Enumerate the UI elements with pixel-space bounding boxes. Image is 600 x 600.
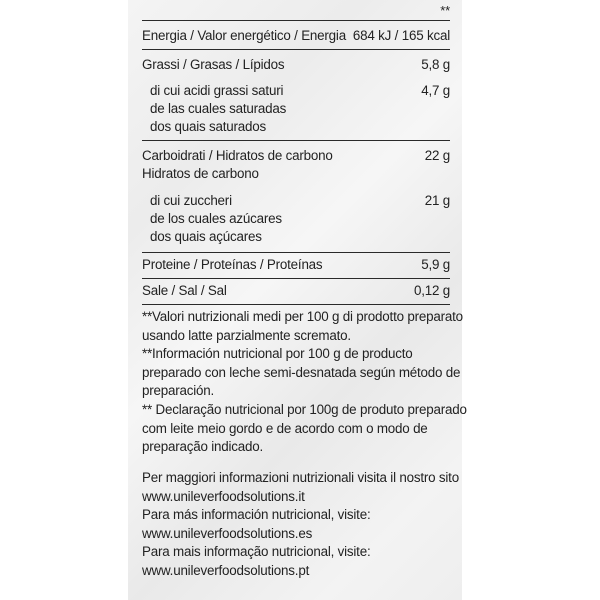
- carbohydrate-label: [142, 147, 450, 183]
- sugars-label: [142, 192, 450, 246]
- salt-label: Sale / Sal / Sal: [142, 283, 227, 298]
- row-salt: [142, 282, 450, 300]
- asterisks-marker: **: [440, 3, 450, 18]
- website-link-pt: www.unileverfoodsolutions.pt: [142, 562, 310, 578]
- protein-value: 5,9 g: [421, 257, 450, 272]
- row-sugars: [142, 192, 450, 246]
- divider: [142, 140, 450, 141]
- more-info-links: [142, 469, 459, 581]
- footnote-line: preparado con leche semi-desnatada según método de: [142, 364, 461, 380]
- more-info-text-it: Per maggiori informazioni nutrizionali visita il nostro sito: [142, 470, 459, 485]
- fat-value: 5,8 g: [421, 57, 450, 72]
- saturates-label-pt: dos quais saturados: [150, 119, 267, 134]
- footnote-line: com leite meio gordo e de acordo com o modo de: [142, 420, 428, 436]
- energy-value: 684 kJ / 165 kcal: [352, 28, 450, 43]
- carbohydrate-label-line-1: Carboidrati / Hidratos de carbono: [142, 148, 333, 163]
- more-info-text-pt: Para mais informação nutricional, visite:: [142, 544, 371, 560]
- row-fat: [142, 56, 450, 74]
- row-protein: [142, 256, 450, 274]
- footnote-line: ** Declaração nutricional por 100g de produto preparado: [142, 401, 467, 417]
- footnote-line: preparación.: [142, 383, 215, 399]
- sugars-label-es: de los cuales azúcares: [150, 211, 282, 226]
- divider: [142, 20, 450, 21]
- energy-label: Energia / Valor energético / Energia: [142, 28, 346, 43]
- carbohydrate-label-line-2: Hidratos de carbono: [142, 166, 259, 181]
- footnote-line: preparação indicado.: [142, 439, 264, 455]
- website-link-it: www.unileverfoodsolutions.it: [142, 488, 305, 504]
- nutrition-label-panel: [128, 0, 467, 600]
- saturates-label-es: de las cuales saturadas: [150, 101, 287, 116]
- divider: [142, 49, 450, 50]
- divider: [142, 252, 450, 253]
- fat-label: Grassi / Grasas / Lípidos: [142, 57, 285, 72]
- footnote-line: **Información nutricional por 100 g de producto: [142, 346, 413, 362]
- more-info-text-es: Para más información nutricional, visite:: [142, 507, 371, 523]
- sugars-value: 21 g: [424, 193, 450, 208]
- carbohydrate-value: 22 g: [424, 148, 450, 163]
- salt-value: 0,12 g: [413, 283, 450, 298]
- divider: [142, 304, 450, 305]
- divider: [142, 278, 450, 279]
- row-carbohydrate: [142, 147, 450, 183]
- saturates-label: [142, 82, 450, 136]
- footnotes: [142, 308, 467, 457]
- footnote-line: **Valori nutrizionali medi per 100 g di prodotto preparato: [142, 309, 463, 324]
- saturates-label-it: di cui acidi grassi saturi: [150, 83, 284, 98]
- footnote-line: usando latte parzialmente scremato.: [142, 327, 351, 343]
- row-energy: [142, 27, 450, 45]
- sugars-label-pt: dos quais açúcares: [150, 229, 262, 244]
- protein-label: Proteine / Proteínas / Proteínas: [142, 257, 323, 272]
- row-saturates: [142, 82, 450, 136]
- saturates-value: 4,7 g: [421, 83, 450, 98]
- website-link-es: www.unileverfoodsolutions.es: [142, 525, 313, 541]
- sugars-label-it: di cui zuccheri: [150, 193, 232, 208]
